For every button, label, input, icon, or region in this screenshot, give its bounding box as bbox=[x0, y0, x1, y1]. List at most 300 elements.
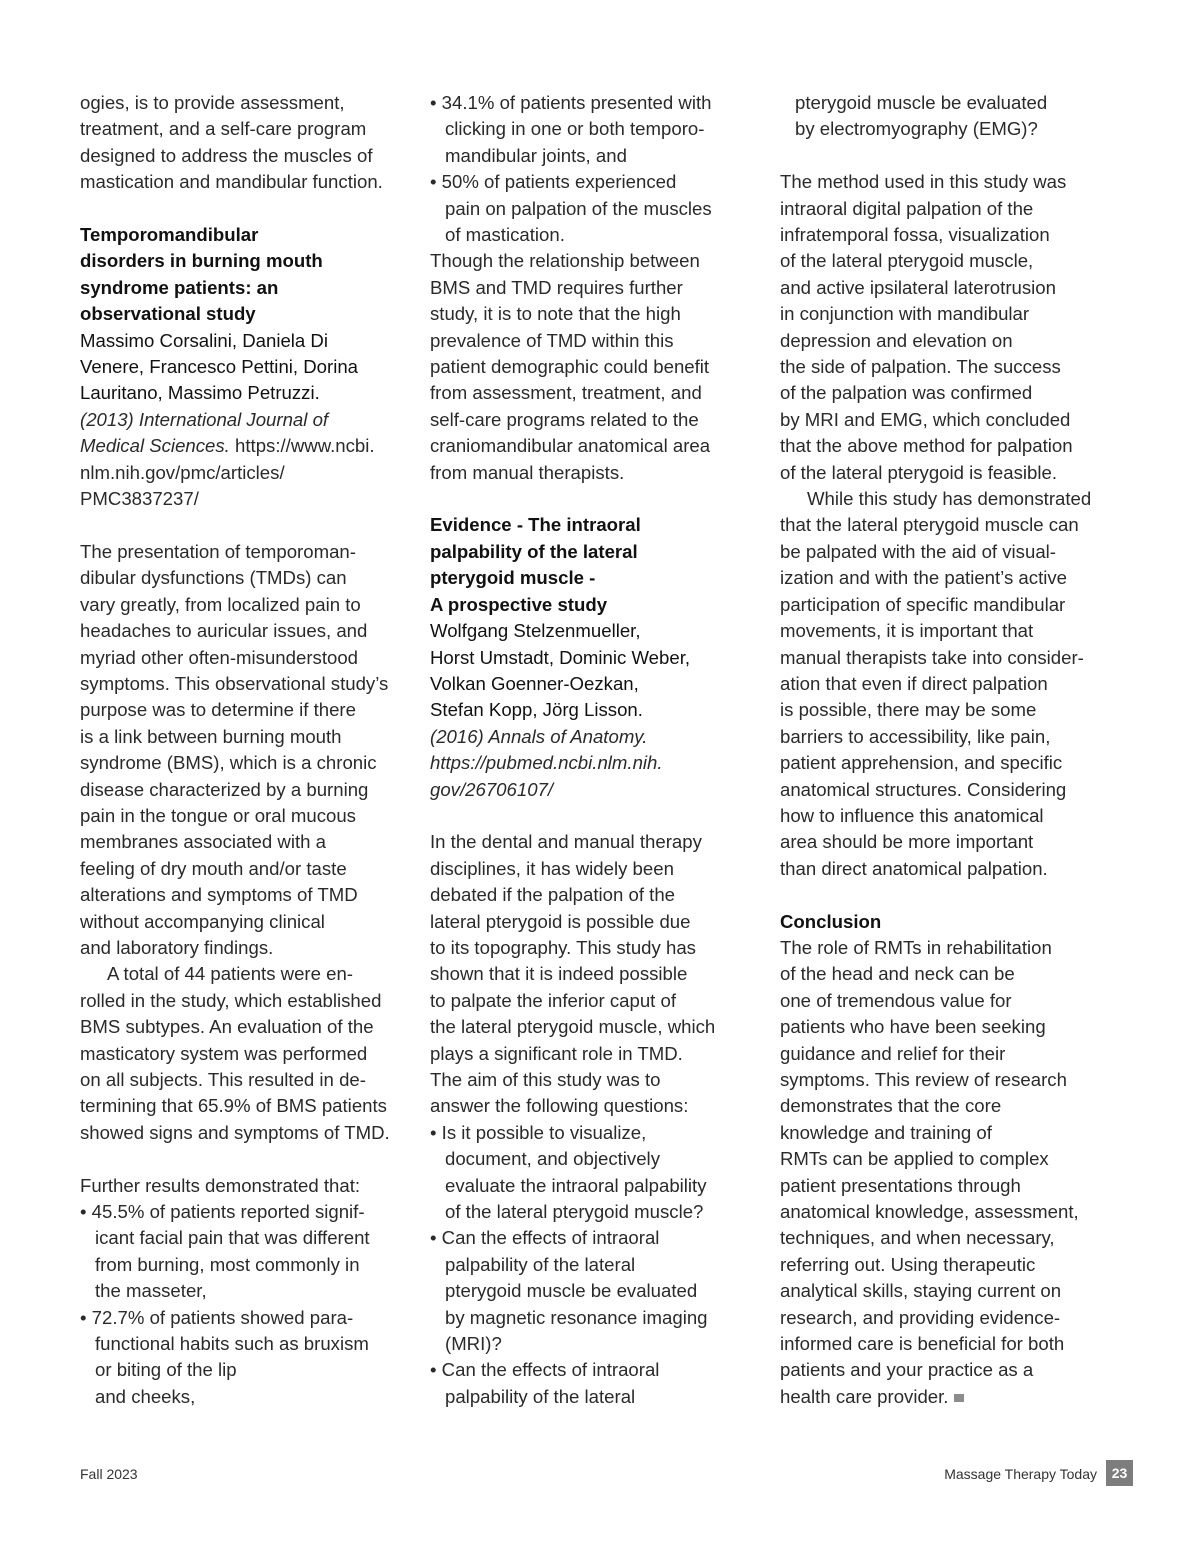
text-run: manual therapists take into consider- bbox=[780, 646, 1084, 668]
text-line bbox=[80, 724, 410, 750]
text-line bbox=[80, 1305, 410, 1331]
text-run: patients who have been seeking bbox=[780, 1016, 1046, 1038]
text-line bbox=[80, 143, 410, 169]
text-line bbox=[80, 1120, 410, 1146]
text-run: pterygoid muscle be evaluated bbox=[795, 92, 1048, 113]
text-line bbox=[430, 380, 745, 406]
text-run: https://www.ncbi. bbox=[229, 435, 375, 457]
text-run: Wolfgang Stelzenmueller, bbox=[430, 620, 641, 642]
text-line bbox=[430, 909, 745, 935]
text-run: from manual therapists. bbox=[430, 461, 625, 483]
text-line bbox=[80, 90, 410, 116]
text-run: plays a significant role in TMD. bbox=[430, 1042, 683, 1064]
text-line bbox=[80, 407, 410, 433]
text-line bbox=[780, 90, 1110, 116]
text-run: is a link between burning mouth bbox=[80, 725, 342, 747]
text-line bbox=[80, 750, 410, 776]
text-run: A prospective study bbox=[430, 593, 608, 615]
text-line bbox=[80, 1199, 410, 1225]
text-line bbox=[430, 1331, 745, 1357]
text-line bbox=[780, 1305, 1110, 1331]
text-run: is possible, there may be some bbox=[780, 699, 1037, 721]
text-run: ogies, is to provide assessment, bbox=[80, 92, 345, 113]
text-run: debated if the palpation of the bbox=[430, 884, 676, 906]
text-run: BMS subtypes. An evaluation of the bbox=[80, 1016, 374, 1038]
text-run: functional habits such as bruxism bbox=[95, 1333, 369, 1355]
text-run: on all subjects. This resulted in de- bbox=[80, 1069, 366, 1090]
text-run: clicking in one or both temporo- bbox=[445, 118, 705, 140]
text-run: syndrome patients: an bbox=[80, 276, 279, 298]
text-run: Volkan Goenner-Oezkan, bbox=[430, 672, 639, 694]
text-run: without accompanying clinical bbox=[80, 910, 325, 932]
text-line bbox=[430, 1225, 745, 1251]
text-line bbox=[430, 433, 745, 459]
text-run: patients and your practice as a bbox=[780, 1359, 1034, 1381]
text-line bbox=[430, 196, 745, 222]
text-run: symptoms. This review of research bbox=[780, 1069, 1067, 1090]
text-run: https://pubmed.ncbi.nlm.nih. bbox=[430, 752, 663, 774]
text-line bbox=[430, 90, 745, 116]
text-run: gov/26706107/ bbox=[430, 778, 554, 800]
text-line bbox=[780, 829, 1110, 855]
text-run: Though the relationship between bbox=[430, 250, 700, 272]
text-run: Massimo Corsalini, Daniela Di bbox=[80, 329, 328, 351]
text-line bbox=[80, 592, 410, 618]
paragraph-gap bbox=[780, 143, 1110, 169]
text-line bbox=[780, 697, 1110, 723]
text-line bbox=[780, 116, 1110, 142]
text-run: (MRI)? bbox=[445, 1333, 502, 1355]
text-line bbox=[430, 1357, 745, 1383]
text-run: informed care is beneficial for both bbox=[780, 1333, 1065, 1355]
paragraph-gap bbox=[80, 196, 410, 222]
text-run: health care provider. bbox=[780, 1385, 949, 1407]
text-line bbox=[780, 407, 1110, 433]
text-run: In the dental and manual therapy bbox=[430, 831, 702, 853]
text-line bbox=[80, 460, 410, 486]
text-line bbox=[80, 856, 410, 882]
text-line bbox=[80, 433, 410, 459]
paragraph-gap bbox=[80, 512, 410, 538]
text-run: icant facial pain that was different bbox=[95, 1227, 370, 1249]
text-run: and cheeks, bbox=[95, 1385, 196, 1407]
text-run: pterygoid muscle be evaluated bbox=[445, 1280, 698, 1302]
text-run: showed signs and symptoms of TMD. bbox=[80, 1121, 390, 1143]
text-run: demonstrates that the core bbox=[780, 1095, 1002, 1117]
paragraph-gap bbox=[780, 882, 1110, 908]
text-run: • Can the effects of intraoral bbox=[430, 1359, 660, 1381]
paragraph-gap bbox=[430, 486, 745, 512]
text-run: of mastication. bbox=[445, 224, 565, 246]
paragraph-gap bbox=[430, 803, 745, 829]
text-line bbox=[430, 777, 745, 803]
text-run: rolled in the study, which established bbox=[80, 989, 382, 1011]
text-line bbox=[780, 196, 1110, 222]
text-line bbox=[430, 1384, 745, 1410]
heading-line bbox=[430, 592, 745, 618]
text-line bbox=[430, 354, 745, 380]
text-run: to its topography. This study has bbox=[430, 936, 696, 958]
text-run: of the lateral pterygoid is feasible. bbox=[780, 461, 1057, 483]
text-run: prevalence of TMD within this bbox=[430, 329, 674, 351]
page-number: 23 bbox=[1106, 1460, 1133, 1486]
heading-line bbox=[80, 301, 410, 327]
text-run: be palpated with the aid of visual- bbox=[780, 540, 1056, 562]
text-line bbox=[430, 301, 745, 327]
text-run: RMTs can be applied to complex bbox=[780, 1148, 1049, 1170]
text-run: participation of specific mandibular bbox=[780, 593, 1066, 615]
text-line bbox=[430, 1014, 745, 1040]
footer-issue: Fall 2023 bbox=[80, 1466, 138, 1482]
text-run: designed to address the muscles of bbox=[80, 144, 373, 166]
text-run: evaluate the intraoral palpability bbox=[445, 1174, 707, 1196]
text-run: The method used in this study was bbox=[780, 171, 1067, 193]
text-line bbox=[430, 1146, 745, 1172]
text-line bbox=[780, 1199, 1110, 1225]
text-run: of the palpation was confirmed bbox=[780, 382, 1033, 404]
text-line bbox=[80, 882, 410, 908]
text-line bbox=[430, 1278, 745, 1304]
text-line bbox=[80, 354, 410, 380]
text-line bbox=[780, 539, 1110, 565]
text-line bbox=[780, 354, 1110, 380]
text-run: document, and objectively bbox=[445, 1148, 660, 1170]
text-run: from assessment, treatment, and bbox=[430, 382, 702, 404]
text-run: barriers to accessibility, like pain, bbox=[780, 725, 1051, 747]
text-run: (2016) Annals of Anatomy. bbox=[430, 725, 648, 747]
text-line bbox=[80, 1225, 410, 1251]
text-line bbox=[780, 777, 1110, 803]
text-line bbox=[780, 248, 1110, 274]
text-run: study, it is to note that the high bbox=[430, 303, 681, 325]
text-run: disciplines, it has widely been bbox=[430, 857, 674, 879]
text-run: treatment, and a self-care program bbox=[80, 118, 367, 140]
text-run: Conclusion bbox=[780, 910, 882, 932]
heading-line bbox=[80, 222, 410, 248]
text-line bbox=[430, 671, 745, 697]
text-run: knowledge and training of bbox=[780, 1121, 992, 1143]
text-run: observational study bbox=[80, 303, 256, 325]
text-line bbox=[430, 645, 745, 671]
text-line bbox=[80, 1357, 410, 1383]
text-run: nlm.nih.gov/pmc/articles/ bbox=[80, 461, 285, 483]
text-run: by electromyography (EMG)? bbox=[795, 118, 1038, 140]
text-run: headaches to auricular issues, and bbox=[80, 620, 368, 642]
text-line bbox=[430, 829, 745, 855]
text-run: The aim of this study was to bbox=[430, 1069, 661, 1090]
text-line bbox=[430, 1173, 745, 1199]
text-line bbox=[780, 1278, 1110, 1304]
text-line bbox=[80, 618, 410, 644]
heading-line bbox=[80, 275, 410, 301]
text-run: • 34.1% of patients presented with bbox=[430, 92, 712, 113]
text-run: self-care programs related to the bbox=[430, 408, 699, 430]
text-run: that the above method for palpation bbox=[780, 435, 1073, 457]
text-line bbox=[780, 1225, 1110, 1251]
text-line bbox=[80, 829, 410, 855]
text-run: patient presentations through bbox=[780, 1174, 1021, 1196]
text-line bbox=[780, 1146, 1110, 1172]
text-run: by MRI and EMG, which concluded bbox=[780, 408, 1071, 430]
text-line bbox=[430, 1041, 745, 1067]
text-run: vary greatly, from localized pain to bbox=[80, 593, 361, 615]
text-line bbox=[780, 1041, 1110, 1067]
text-line bbox=[430, 856, 745, 882]
text-line bbox=[80, 697, 410, 723]
text-run: that the lateral pterygoid muscle can bbox=[780, 514, 1079, 536]
text-run: by magnetic resonance imaging bbox=[445, 1306, 708, 1328]
text-run: Medical Sciences. bbox=[80, 435, 230, 457]
text-line bbox=[430, 1093, 745, 1119]
text-run: While this study has demonstrated bbox=[807, 488, 1092, 510]
text-line bbox=[80, 1014, 410, 1040]
text-line bbox=[430, 697, 745, 723]
text-run: palpability of the lateral bbox=[445, 1253, 636, 1275]
text-run: from burning, most commonly in bbox=[95, 1253, 360, 1275]
text-line bbox=[430, 1199, 745, 1225]
text-run: Evidence - The intraoral bbox=[430, 514, 641, 536]
text-run: The role of RMTs in rehabilitation bbox=[780, 936, 1052, 958]
text-run: symptoms. This observational study’s bbox=[80, 672, 389, 694]
text-run: answer the following questions: bbox=[430, 1095, 689, 1117]
text-line bbox=[780, 1093, 1110, 1119]
text-run: feeling of dry mouth and/or taste bbox=[80, 857, 347, 879]
text-line bbox=[780, 486, 1110, 512]
text-run: membranes associated with a bbox=[80, 831, 326, 853]
text-run: disorders in burning mouth bbox=[80, 250, 323, 272]
text-run: • 72.7% of patients showed para- bbox=[80, 1306, 354, 1328]
text-run: Venere, Francesco Pettini, Dorina bbox=[80, 356, 359, 378]
text-line bbox=[780, 988, 1110, 1014]
text-run: area should be more important bbox=[780, 831, 1034, 853]
text-line bbox=[780, 1384, 1110, 1410]
text-run: • Can the effects of intraoral bbox=[430, 1227, 660, 1249]
text-line bbox=[80, 988, 410, 1014]
text-line bbox=[780, 1357, 1110, 1383]
text-run: of the head and neck can be bbox=[780, 963, 1015, 985]
text-line bbox=[430, 407, 745, 433]
text-run: syndrome (BMS), which is a chronic bbox=[80, 752, 377, 774]
text-run: Lauritano, Massimo Petruzzi. bbox=[80, 382, 320, 404]
text-run: referring out. Using therapeutic bbox=[780, 1253, 1036, 1275]
text-line bbox=[430, 1305, 745, 1331]
text-line bbox=[780, 856, 1110, 882]
text-run: shown that it is indeed possible bbox=[430, 963, 688, 985]
text-line bbox=[780, 724, 1110, 750]
text-line bbox=[780, 460, 1110, 486]
text-line bbox=[780, 1252, 1110, 1278]
text-run: patient apprehension, and specific bbox=[780, 752, 1063, 774]
text-line bbox=[780, 275, 1110, 301]
text-run: techniques, and when necessary, bbox=[780, 1227, 1055, 1249]
footer-publication: Massage Therapy Today bbox=[944, 1466, 1097, 1482]
text-run: ization and with the patient’s active bbox=[780, 567, 1068, 589]
text-line bbox=[430, 248, 745, 274]
text-line bbox=[780, 328, 1110, 354]
text-run: one of tremendous value for bbox=[780, 989, 1012, 1011]
text-line bbox=[430, 143, 745, 169]
text-run: Horst Umstadt, Dominic Weber, bbox=[430, 646, 691, 668]
text-run: • Is it possible to visualize, bbox=[430, 1121, 647, 1143]
text-run: • 45.5% of patients reported signif- bbox=[80, 1201, 365, 1223]
text-line bbox=[80, 1067, 410, 1093]
text-line bbox=[80, 539, 410, 565]
text-run: dibular dysfunctions (TMDs) can bbox=[80, 567, 347, 589]
text-line bbox=[80, 1252, 410, 1278]
heading-line bbox=[80, 248, 410, 274]
text-line bbox=[80, 909, 410, 935]
text-line bbox=[780, 1173, 1110, 1199]
text-run: ation that even if direct palpation bbox=[780, 672, 1048, 694]
text-line bbox=[780, 961, 1110, 987]
text-line bbox=[430, 222, 745, 248]
text-run: Further results demonstrated that: bbox=[80, 1174, 361, 1196]
text-run: Temporomandibular bbox=[80, 224, 259, 246]
text-run: and laboratory findings. bbox=[80, 936, 274, 958]
text-line bbox=[430, 328, 745, 354]
text-run: intraoral digital palpation of the bbox=[780, 197, 1034, 219]
text-run: analytical skills, staying current on bbox=[780, 1280, 1062, 1302]
text-run: depression and elevation on bbox=[780, 329, 1013, 351]
text-line bbox=[80, 935, 410, 961]
text-run: than direct anatomical palpation. bbox=[780, 857, 1048, 879]
text-run: or biting of the lip bbox=[95, 1359, 237, 1381]
text-run: mandibular joints, and bbox=[445, 144, 627, 166]
text-run: the lateral pterygoid muscle, which bbox=[430, 1016, 716, 1038]
text-run: alterations and symptoms of TMD bbox=[80, 884, 358, 906]
text-run: how to influence this anatomical bbox=[780, 804, 1044, 826]
text-run: Stefan Kopp, Jörg Lisson. bbox=[430, 699, 643, 721]
text-line bbox=[80, 565, 410, 591]
text-run: The presentation of temporoman- bbox=[80, 540, 356, 562]
heading-line bbox=[430, 539, 745, 565]
text-run: to palpate the inferior caput of bbox=[430, 989, 677, 1011]
text-line bbox=[780, 169, 1110, 195]
text-run: BMS and TMD requires further bbox=[430, 276, 683, 298]
text-line bbox=[80, 486, 410, 512]
text-line bbox=[780, 301, 1110, 327]
text-run: A total of 44 patients were en- bbox=[107, 963, 354, 985]
text-line bbox=[80, 328, 410, 354]
text-line bbox=[780, 1067, 1110, 1093]
text-column-right bbox=[780, 90, 1110, 1410]
text-column-middle bbox=[430, 90, 745, 1410]
text-line bbox=[430, 724, 745, 750]
text-line bbox=[780, 592, 1110, 618]
text-line bbox=[80, 1041, 410, 1067]
text-line bbox=[80, 803, 410, 829]
text-line bbox=[430, 1252, 745, 1278]
text-line bbox=[80, 1173, 410, 1199]
text-line bbox=[80, 169, 410, 195]
text-line bbox=[430, 116, 745, 142]
text-run: disease characterized by a burning bbox=[80, 778, 369, 800]
text-line bbox=[80, 1093, 410, 1119]
text-column-left bbox=[80, 90, 410, 1410]
text-run: lateral pterygoid is possible due bbox=[430, 910, 691, 932]
text-run: pain in the tongue or oral mucous bbox=[80, 804, 356, 826]
text-run: anatomical knowledge, assessment, bbox=[780, 1201, 1079, 1223]
text-run: infratemporal fossa, visualization bbox=[780, 224, 1050, 246]
text-line bbox=[780, 645, 1110, 671]
text-line bbox=[80, 1331, 410, 1357]
text-line bbox=[780, 671, 1110, 697]
text-run: termining that 65.9% of BMS patients bbox=[80, 1095, 387, 1117]
text-line bbox=[80, 961, 410, 987]
text-line bbox=[80, 1384, 410, 1410]
text-line bbox=[780, 1014, 1110, 1040]
text-line bbox=[430, 961, 745, 987]
text-run: and active ipsilateral laterotrusion bbox=[780, 276, 1056, 298]
text-line bbox=[780, 380, 1110, 406]
text-line bbox=[780, 1120, 1110, 1146]
text-run: pain on palpation of the muscles bbox=[445, 197, 712, 219]
end-of-article-icon bbox=[954, 1394, 964, 1402]
text-line bbox=[80, 777, 410, 803]
text-run: anatomical structures. Considering bbox=[780, 778, 1067, 800]
text-run: guidance and relief for their bbox=[780, 1042, 1006, 1064]
text-run: in conjunction with mandibular bbox=[780, 303, 1030, 325]
text-run: the side of palpation. The success bbox=[780, 356, 1061, 378]
text-line bbox=[430, 935, 745, 961]
text-line bbox=[430, 275, 745, 301]
text-run: pterygoid muscle - bbox=[430, 567, 596, 589]
text-run: movements, it is important that bbox=[780, 620, 1034, 642]
text-line bbox=[80, 1278, 410, 1304]
text-run: PMC3837237/ bbox=[80, 488, 199, 510]
heading-line bbox=[780, 909, 1110, 935]
text-run: craniomandibular anatomical area bbox=[430, 435, 711, 457]
text-run: (2013) International Journal of bbox=[80, 408, 329, 430]
text-line bbox=[780, 222, 1110, 248]
text-line bbox=[780, 618, 1110, 644]
text-line bbox=[780, 433, 1110, 459]
text-line bbox=[430, 460, 745, 486]
text-line bbox=[430, 618, 745, 644]
text-run: research, and providing evidence- bbox=[780, 1306, 1061, 1328]
text-line bbox=[80, 645, 410, 671]
text-line bbox=[780, 512, 1110, 538]
text-run: • 50% of patients experienced bbox=[430, 171, 677, 193]
text-run: patient demographic could benefit bbox=[430, 356, 710, 378]
text-line bbox=[80, 116, 410, 142]
text-line bbox=[430, 882, 745, 908]
text-line bbox=[780, 565, 1110, 591]
text-run: myriad other often-misunderstood bbox=[80, 646, 359, 668]
text-run: palpability of the lateral bbox=[430, 540, 638, 562]
text-line bbox=[430, 1120, 745, 1146]
text-line bbox=[80, 380, 410, 406]
text-run: mastication and mandibular function. bbox=[80, 171, 383, 193]
text-line bbox=[430, 988, 745, 1014]
text-line bbox=[780, 1331, 1110, 1357]
text-line bbox=[80, 671, 410, 697]
text-line bbox=[430, 750, 745, 776]
text-run: of the lateral pterygoid muscle, bbox=[780, 250, 1034, 272]
text-line bbox=[780, 750, 1110, 776]
heading-line bbox=[430, 512, 745, 538]
paragraph-gap bbox=[80, 1146, 410, 1172]
text-line bbox=[780, 935, 1110, 961]
text-run: palpability of the lateral bbox=[445, 1385, 636, 1407]
text-run: masticatory system was performed bbox=[80, 1042, 368, 1064]
text-run: of the lateral pterygoid muscle? bbox=[445, 1201, 704, 1223]
heading-line bbox=[430, 565, 745, 591]
text-run: the masseter, bbox=[95, 1280, 207, 1302]
text-line bbox=[780, 803, 1110, 829]
text-line bbox=[430, 1067, 745, 1093]
text-line bbox=[430, 169, 745, 195]
